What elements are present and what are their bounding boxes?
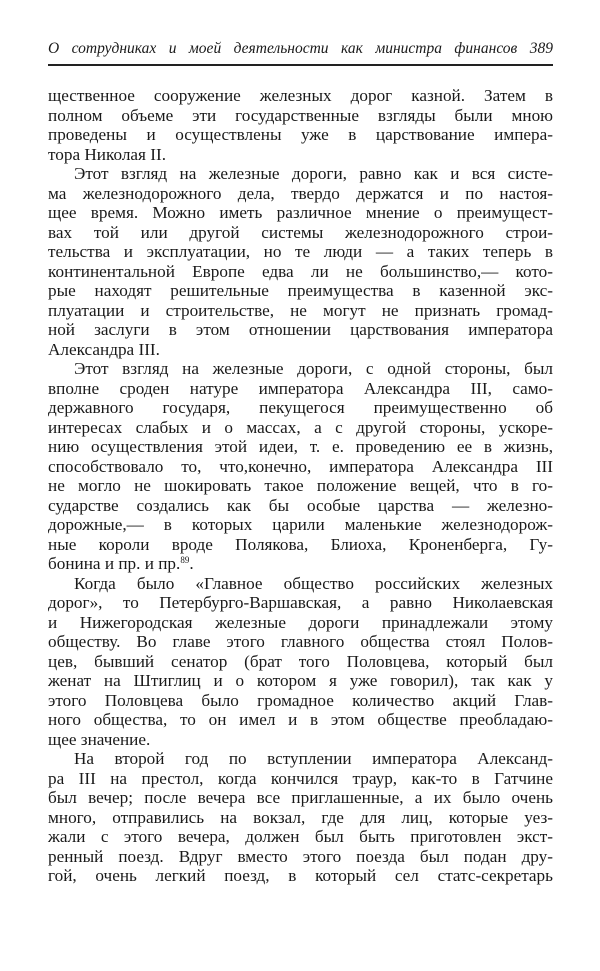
text-line-content: щее время. Можно иметь различное мнение о преимущест- — [48, 203, 553, 222]
text-line — [48, 242, 553, 262]
text-line-content: ной заслуги в этом отношении царствования императора — [48, 320, 553, 339]
text-line — [48, 574, 553, 594]
text-line-content: и Нижегородская железные дороги принадлежали этому — [48, 612, 553, 632]
text-line — [48, 145, 553, 165]
text-line — [48, 125, 553, 145]
text-line-content: цев, бывший сенатор (брат того Половцева, который был — [48, 651, 553, 671]
text-line-content: дорожные,— в которых царили маленькие железнодорож- — [48, 515, 553, 534]
text-line — [48, 398, 553, 418]
text-line-content: ма железнодорожного дела, твердо держатся и по настоя- — [48, 183, 553, 203]
text-line — [48, 593, 553, 613]
text-line — [48, 340, 553, 360]
text-line — [48, 515, 553, 535]
paragraph — [48, 86, 553, 164]
text-line-content: дорог», то Петербурго-Варшавская, а равно Николаевская — [48, 593, 553, 612]
text-line — [48, 847, 553, 867]
text-line — [48, 535, 553, 555]
text-line — [48, 866, 553, 886]
text-line-content: Когда было «Главное общество российских железных — [74, 573, 553, 593]
text-line-content: проведены и осуществлены уже в царствование импера- — [48, 125, 553, 144]
text-line-content: бонина и пр. и пр. — [48, 554, 181, 573]
text-line — [48, 691, 553, 711]
text-line — [48, 184, 553, 204]
page-number: 389 — [529, 40, 554, 57]
punctuation: . — [189, 554, 194, 573]
text-line-content: вах той или другой системы железнодорожного строи- — [48, 222, 553, 242]
text-line-content: вполне сроден натуре императора Александра III, само- — [48, 378, 553, 398]
text-line-content: этого Половцева было громадное количество акций Глав- — [48, 690, 553, 710]
text-line-content: державного государя, пекущегося преимущественно об — [48, 398, 553, 417]
text-line — [48, 671, 553, 691]
paragraph — [48, 164, 553, 359]
text-line-content: тельства и эксплуатации, но те люди — а таких теперь в — [48, 242, 553, 261]
text-line-content: континентальной Европе едва ли не большинство,— кото- — [48, 261, 553, 281]
footnote-marker[interactable]: 89 — [180, 555, 190, 565]
text-line — [48, 769, 553, 789]
text-line — [48, 359, 553, 379]
text-line — [48, 223, 553, 243]
text-line-content: щественное сооружение железных дорог казной. Затем в — [48, 86, 553, 105]
text-line — [48, 203, 553, 223]
text-line — [48, 457, 553, 477]
text-line — [48, 613, 553, 633]
text-line — [48, 730, 553, 750]
text-line-content: обществу. Во главе этого главного общества стоял Полов- — [48, 632, 553, 651]
running-title: О сотрудниках и моей деятельности как министра финансов — [48, 40, 518, 57]
text-line — [48, 710, 553, 730]
text-line-content: Александра III. — [48, 339, 160, 359]
text-line — [48, 281, 553, 301]
text-line — [48, 808, 553, 828]
text-line-content: нию осуществления этой идеи, т. е. проведению ее в жизнь, — [48, 437, 553, 456]
text-line — [48, 437, 553, 457]
text-line-content: тора Николая II. — [48, 144, 167, 164]
text-line — [48, 496, 553, 516]
text-line-content: Этот взгляд на железные дороги, с одной стороны, был — [74, 359, 553, 378]
text-line — [48, 262, 553, 282]
text-line-content: гой, очень легкий поезд, в который сел статс-секретарь — [48, 866, 553, 885]
text-line — [48, 554, 553, 574]
text-line-content: ренный поезд. Вдруг вместо этого поезда был подан дру- — [48, 846, 553, 866]
text-line-content: жали с этого вечера, должен был быть приготовлен экст- — [48, 827, 553, 846]
paragraph — [48, 359, 553, 574]
text-line-content: много, отправились на вокзал, где для лиц, которые уез- — [48, 807, 553, 827]
text-line — [48, 320, 553, 340]
text-line — [48, 106, 553, 126]
text-line — [48, 827, 553, 847]
text-line-content: ного общества, то он имел и в этом обществе преобладаю- — [48, 710, 553, 729]
page-body-text — [48, 86, 553, 886]
text-line-content: полном объеме эти государственные взгляды были мною — [48, 105, 553, 125]
text-line — [48, 301, 553, 321]
running-header — [48, 38, 553, 66]
text-line — [48, 418, 553, 438]
text-line — [48, 632, 553, 652]
text-line-content: женат на Штиглиц и о котором я уже говорил), так как у — [48, 671, 553, 690]
text-line-content: ра III на престол, когда кончился траур, как-то в Гатчине — [48, 768, 553, 788]
text-line — [48, 379, 553, 399]
text-line-content: не могло не шокировать такое положение вещей, что в го- — [48, 476, 553, 495]
text-line — [48, 164, 553, 184]
paragraph — [48, 574, 553, 750]
text-line-content: На второй год по вступлении императора Александ- — [74, 749, 553, 768]
text-line-content: сударстве создались как бы особые царства — железно- — [48, 495, 553, 515]
text-line-content: был вечер; после вечера все приглашенные, а их было очень — [48, 788, 553, 807]
text-line-content: плуатации и строительстве, не могут не признать громад- — [48, 300, 553, 320]
text-line-content: ные короли вроде Полякова, Блиоха, Кроненберга, Гу- — [48, 534, 553, 554]
text-line — [48, 749, 553, 769]
text-line — [48, 652, 553, 672]
text-line-content: Этот взгляд на железные дороги, равно как и вся систе- — [74, 164, 553, 183]
text-line — [48, 476, 553, 496]
text-line-content: щее значение. — [48, 729, 151, 749]
paragraph — [48, 749, 553, 886]
text-line-content: способствовало то, что,конечно, императора Александра III — [48, 456, 553, 476]
text-line — [48, 788, 553, 808]
text-line-content: рые находят решительные преимущества в казенной экс- — [48, 281, 553, 300]
text-line-content: интересах слабых и о массах, а с другой стороны, ускоре- — [48, 417, 553, 437]
text-line — [48, 86, 553, 106]
